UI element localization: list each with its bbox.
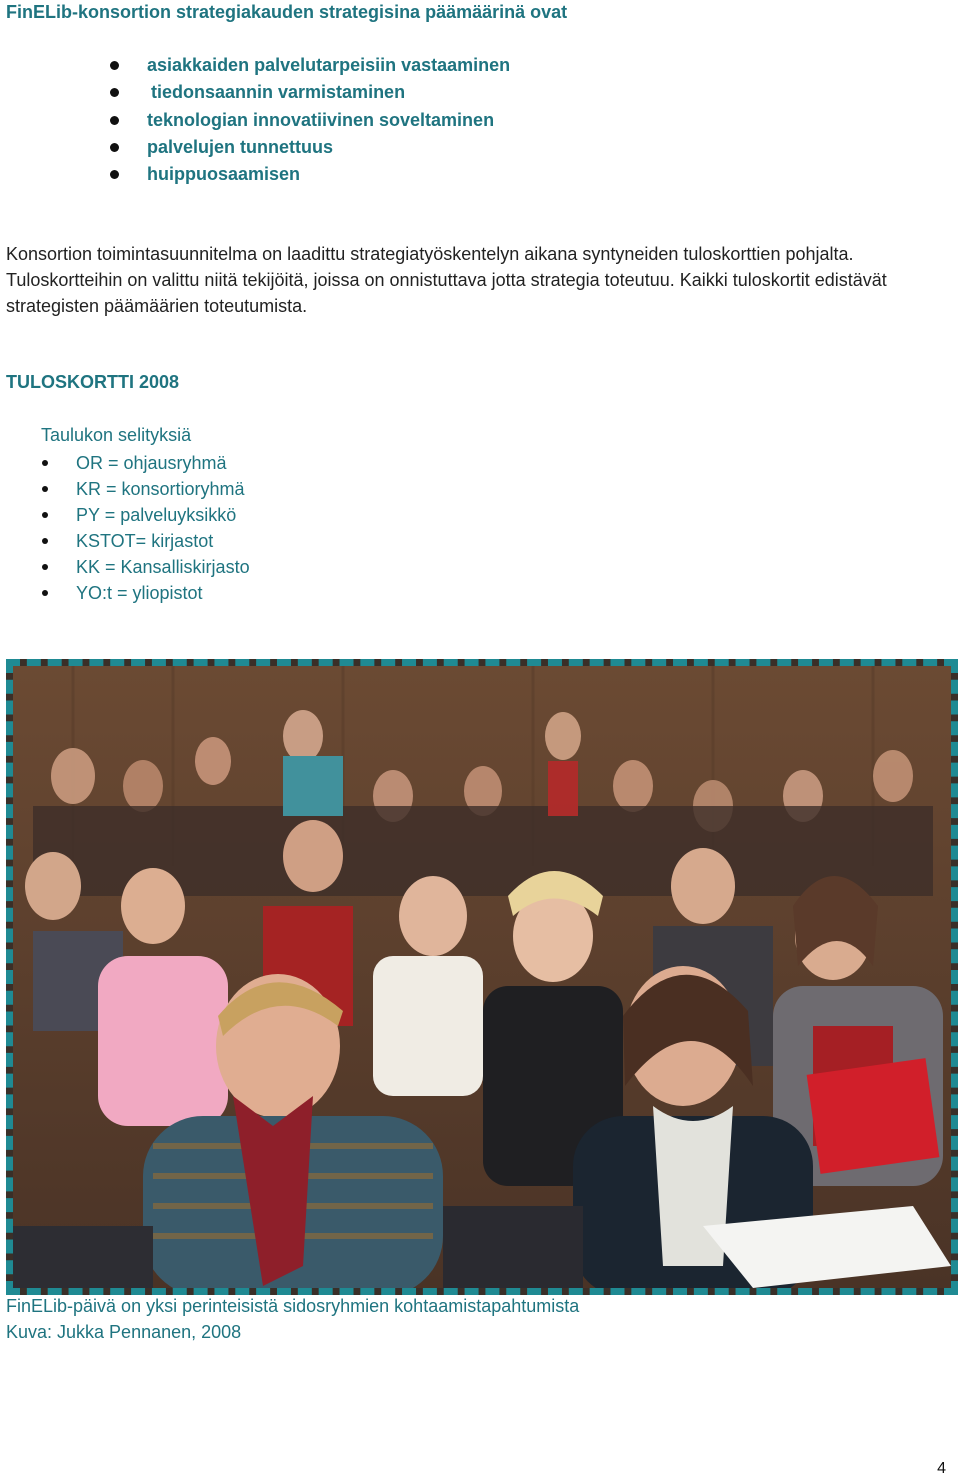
bullet-icon — [42, 590, 48, 596]
page-number: 4 — [937, 1460, 946, 1477]
goal-text: huippuosaamisen — [147, 164, 301, 185]
legend-text: PY = palveluyksikkö — [76, 505, 237, 526]
legend-text: KR = konsortioryhmä — [76, 479, 245, 500]
bullet-icon — [110, 143, 119, 152]
audience-photo-illustration — [13, 666, 951, 1288]
bullet-icon — [42, 512, 48, 518]
bullet-icon — [110, 116, 119, 125]
bullet-icon — [42, 460, 48, 466]
bullet-icon — [42, 538, 48, 544]
goal-text: tiedonsaannin varmistaminen — [151, 82, 406, 103]
bullet-icon — [42, 486, 48, 492]
goal-text: teknologian innovatiivinen soveltaminen — [147, 109, 495, 130]
photo-credit: Kuva: Jukka Pennanen, 2008 — [6, 1322, 242, 1342]
page-heading: FinELib-konsortion strategiakauden strategisina päämäärinä ovat — [6, 2, 568, 22]
bullet-icon — [110, 61, 119, 70]
bullet-icon — [110, 88, 119, 97]
scorecard-heading: TULOSKORTTI 2008 — [6, 372, 180, 392]
photo-caption: FinELib-päivä on yksi perinteisistä sidosryhmien kohtaamistapahtumista — [6, 1296, 580, 1316]
legend-text: OR = ohjausryhmä — [76, 453, 227, 473]
goal-text: asiakkaiden palvelutarpeisiin vastaaminen — [147, 55, 511, 75]
bullet-icon — [110, 170, 119, 179]
bullet-icon — [42, 564, 48, 570]
intro-paragraph: Konsortion toimintasuunnitelma on laadittu strategiatyöskentelyn aikana syntyneiden tuloskorttien pohjalta. Tuloskortteihin on valittu niitä tekijöitä, joissa on onnistuttava jotta strategia toteutuu. Kaikki tuloskortit edistävät strategisten päämäärien toteutumista. — [6, 244, 887, 316]
legend-text: KSTOT= kirjastot — [76, 531, 214, 552]
legend-text: YO:t = yliopistot — [76, 583, 203, 604]
legend-text: KK = Kansalliskirjasto — [76, 557, 250, 578]
goal-text: palvelujen tunnettuus — [147, 136, 334, 157]
event-photo — [6, 659, 958, 1295]
legend-title: Taulukon selityksiä — [41, 425, 192, 445]
